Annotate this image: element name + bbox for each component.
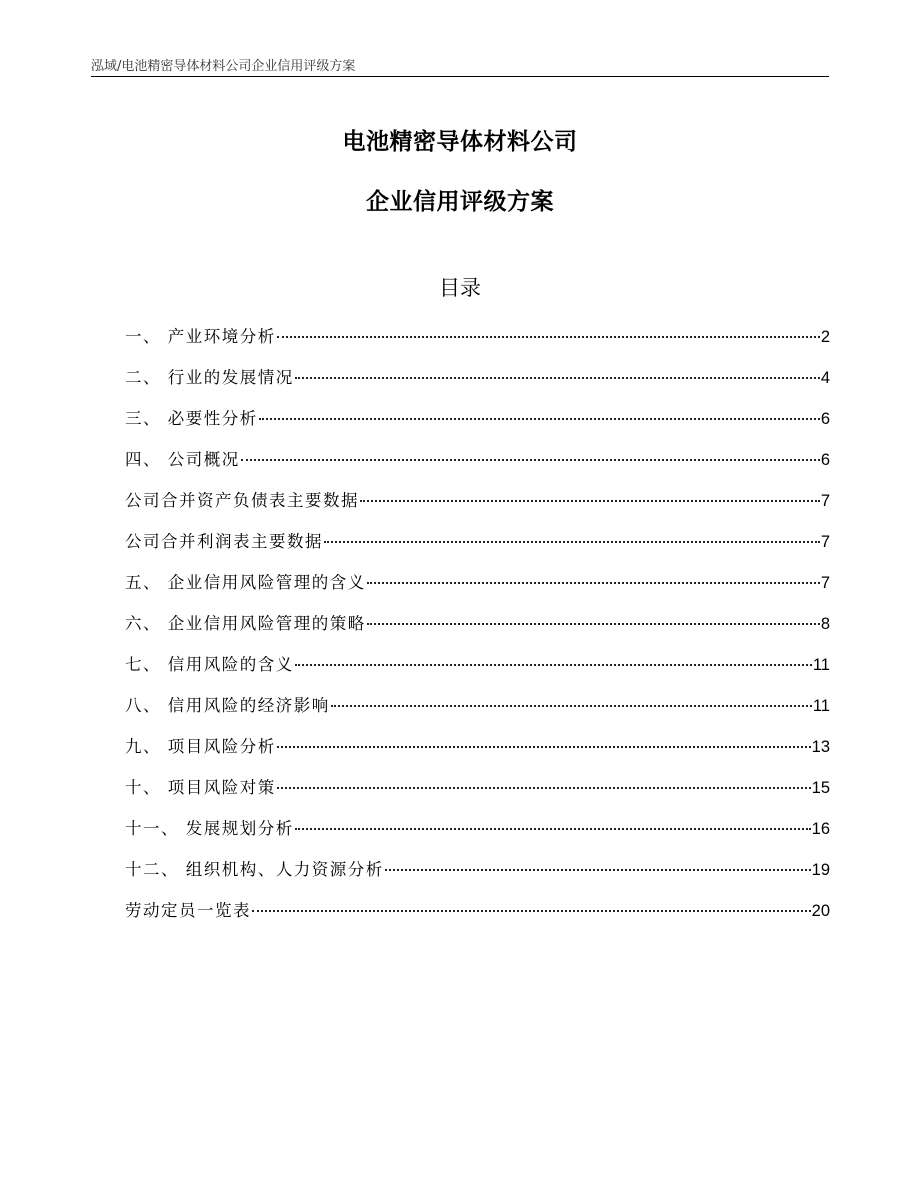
toc-entry[interactable] xyxy=(125,568,830,609)
toc-leader-dots xyxy=(241,459,820,461)
toc-leader-dots xyxy=(252,910,811,912)
toc-entry-label: 八、 信用风险的经济影响 xyxy=(125,696,330,715)
toc-entry[interactable] xyxy=(125,773,830,814)
running-header: 泓域/电池精密导体材料公司企业信用评级方案 xyxy=(91,59,356,74)
toc-entry-label: 十一、 发展规划分析 xyxy=(125,819,294,838)
toc-entry-label: 五、 企业信用风险管理的含义 xyxy=(125,573,366,592)
table-of-contents xyxy=(125,322,830,937)
toc-leader-dots xyxy=(295,377,820,379)
toc-entry-page: 2 xyxy=(820,328,830,346)
toc-entry-label: 三、 必要性分析 xyxy=(125,409,258,428)
toc-entry-label: 劳动定员一览表 xyxy=(125,901,251,920)
toc-entry[interactable] xyxy=(125,527,830,568)
toc-entry-page: 16 xyxy=(811,820,830,838)
toc-entry[interactable] xyxy=(125,814,830,855)
toc-entry-label: 九、 项目风险分析 xyxy=(125,737,276,756)
toc-entry-label: 十、 项目风险对策 xyxy=(125,778,276,797)
toc-entry-label: 四、 公司概况 xyxy=(125,450,240,469)
toc-entry[interactable] xyxy=(125,445,830,486)
toc-entry-page: 7 xyxy=(820,533,830,551)
toc-entry-page: 4 xyxy=(820,369,830,387)
toc-entry[interactable] xyxy=(125,363,830,404)
toc-entry[interactable] xyxy=(125,855,830,896)
header-rule xyxy=(91,76,829,77)
toc-entry-label: 一、 产业环境分析 xyxy=(125,327,276,346)
toc-entry[interactable] xyxy=(125,486,830,527)
toc-leader-dots xyxy=(295,828,811,830)
toc-heading: 目录 xyxy=(439,276,481,300)
toc-entry-label: 七、 信用风险的含义 xyxy=(125,655,294,674)
toc-leader-dots xyxy=(385,869,811,871)
toc-leader-dots xyxy=(295,664,812,666)
toc-leader-dots xyxy=(277,787,811,789)
document-title-line-1: 电池精密导体材料公司 xyxy=(342,129,578,155)
toc-leader-dots xyxy=(259,418,820,420)
toc-entry[interactable] xyxy=(125,609,830,650)
toc-entry-page: 8 xyxy=(820,615,830,633)
toc-entry-page: 7 xyxy=(820,492,830,510)
toc-entry-page: 15 xyxy=(811,779,830,797)
toc-entry[interactable] xyxy=(125,691,830,732)
toc-leader-dots xyxy=(331,705,812,707)
toc-entry-label: 二、 行业的发展情况 xyxy=(125,368,294,387)
toc-leader-dots xyxy=(277,746,811,748)
toc-entry[interactable] xyxy=(125,650,830,691)
toc-leader-dots xyxy=(277,336,820,338)
toc-entry-page: 7 xyxy=(820,574,830,592)
toc-entry-label: 公司合并资产负债表主要数据 xyxy=(125,491,359,510)
toc-entry-page: 6 xyxy=(820,451,830,469)
toc-entry-page: 11 xyxy=(812,656,830,674)
toc-entry-page: 11 xyxy=(812,697,830,715)
toc-leader-dots xyxy=(367,582,820,584)
toc-entry-page: 6 xyxy=(820,410,830,428)
toc-entry-label: 十二、 组织机构、人力资源分析 xyxy=(125,860,384,879)
toc-entry-page: 19 xyxy=(811,861,830,879)
toc-entry-label: 公司合并利润表主要数据 xyxy=(125,532,323,551)
toc-entry-page: 13 xyxy=(811,738,830,756)
toc-entry-page: 20 xyxy=(811,902,830,920)
toc-entry[interactable] xyxy=(125,896,830,937)
toc-entry-label: 六、 企业信用风险管理的策略 xyxy=(125,614,366,633)
toc-entry[interactable] xyxy=(125,732,830,773)
toc-entry[interactable] xyxy=(125,322,830,363)
toc-entry[interactable] xyxy=(125,404,830,445)
toc-leader-dots xyxy=(360,500,820,502)
toc-leader-dots xyxy=(324,541,820,543)
toc-leader-dots xyxy=(367,623,820,625)
document-title-line-2: 企业信用评级方案 xyxy=(366,189,554,215)
